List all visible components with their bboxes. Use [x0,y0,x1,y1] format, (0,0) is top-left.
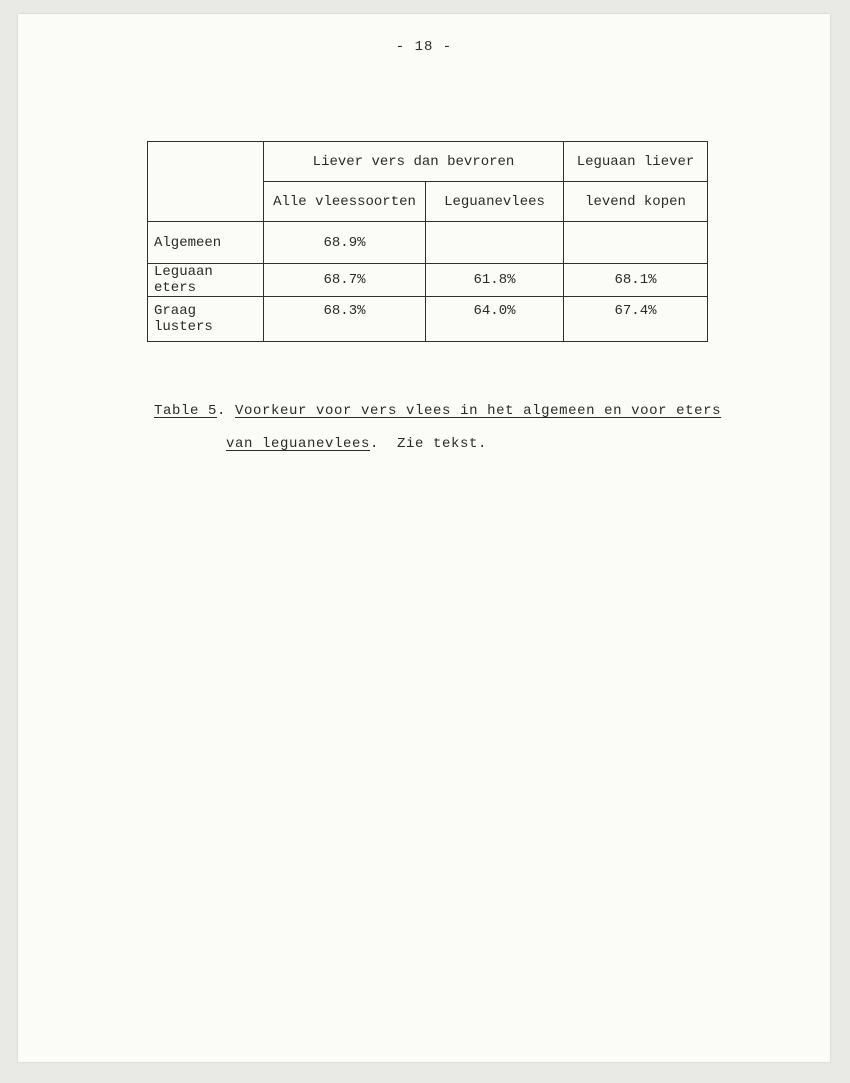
table-caption [154,395,721,461]
document-page [18,14,830,1062]
page-number: - 18 - [395,39,453,55]
table-row [148,297,708,342]
table-row [148,222,708,264]
header-alle-vleessoorten: Alle vleessoorten [264,182,426,222]
table-row [148,264,708,297]
cell-levend-kopen [564,222,708,264]
caption-line-2: van leguanevlees. Zie tekst. [226,436,488,452]
header-leguanevlees: Leguanevlees [426,182,564,222]
cell-levend-kopen: 67.4% [564,297,708,342]
cell-alle-vleessoorten: 68.3% [264,297,426,342]
results-table-wrap [147,141,708,342]
header-row-top [148,142,708,182]
cell-levend-kopen: 68.1% [564,264,708,297]
results-table [147,141,708,342]
row-label: Graag lusters [148,297,264,342]
header-empty-corner [148,142,264,222]
row-label: Leguaan eters [148,264,264,297]
caption-line2-text: van leguanevlees [226,436,371,452]
header-leguaan-liever: Leguaan liever [564,142,708,182]
cell-leguanevlees: 61.8% [426,264,564,297]
caption-label: Table 5 [154,403,218,419]
caption-line2-tail: Zie tekst. [397,436,488,452]
cell-leguanevlees [426,222,564,264]
header-levend-kopen: levend kopen [564,182,708,222]
cell-alle-vleessoorten: 68.9% [264,222,426,264]
caption-line-1: Table 5. Voorkeur voor vers vlees in het algemeen en voor eters [154,403,722,419]
row-label: Algemeen [148,222,264,264]
caption-line1-text: Voorkeur voor vers vlees in het algemeen en voor eters [235,403,722,419]
cell-alle-vleessoorten: 68.7% [264,264,426,297]
cell-leguanevlees: 64.0% [426,297,564,342]
header-liever-vers: Liever vers dan bevroren [264,142,564,182]
